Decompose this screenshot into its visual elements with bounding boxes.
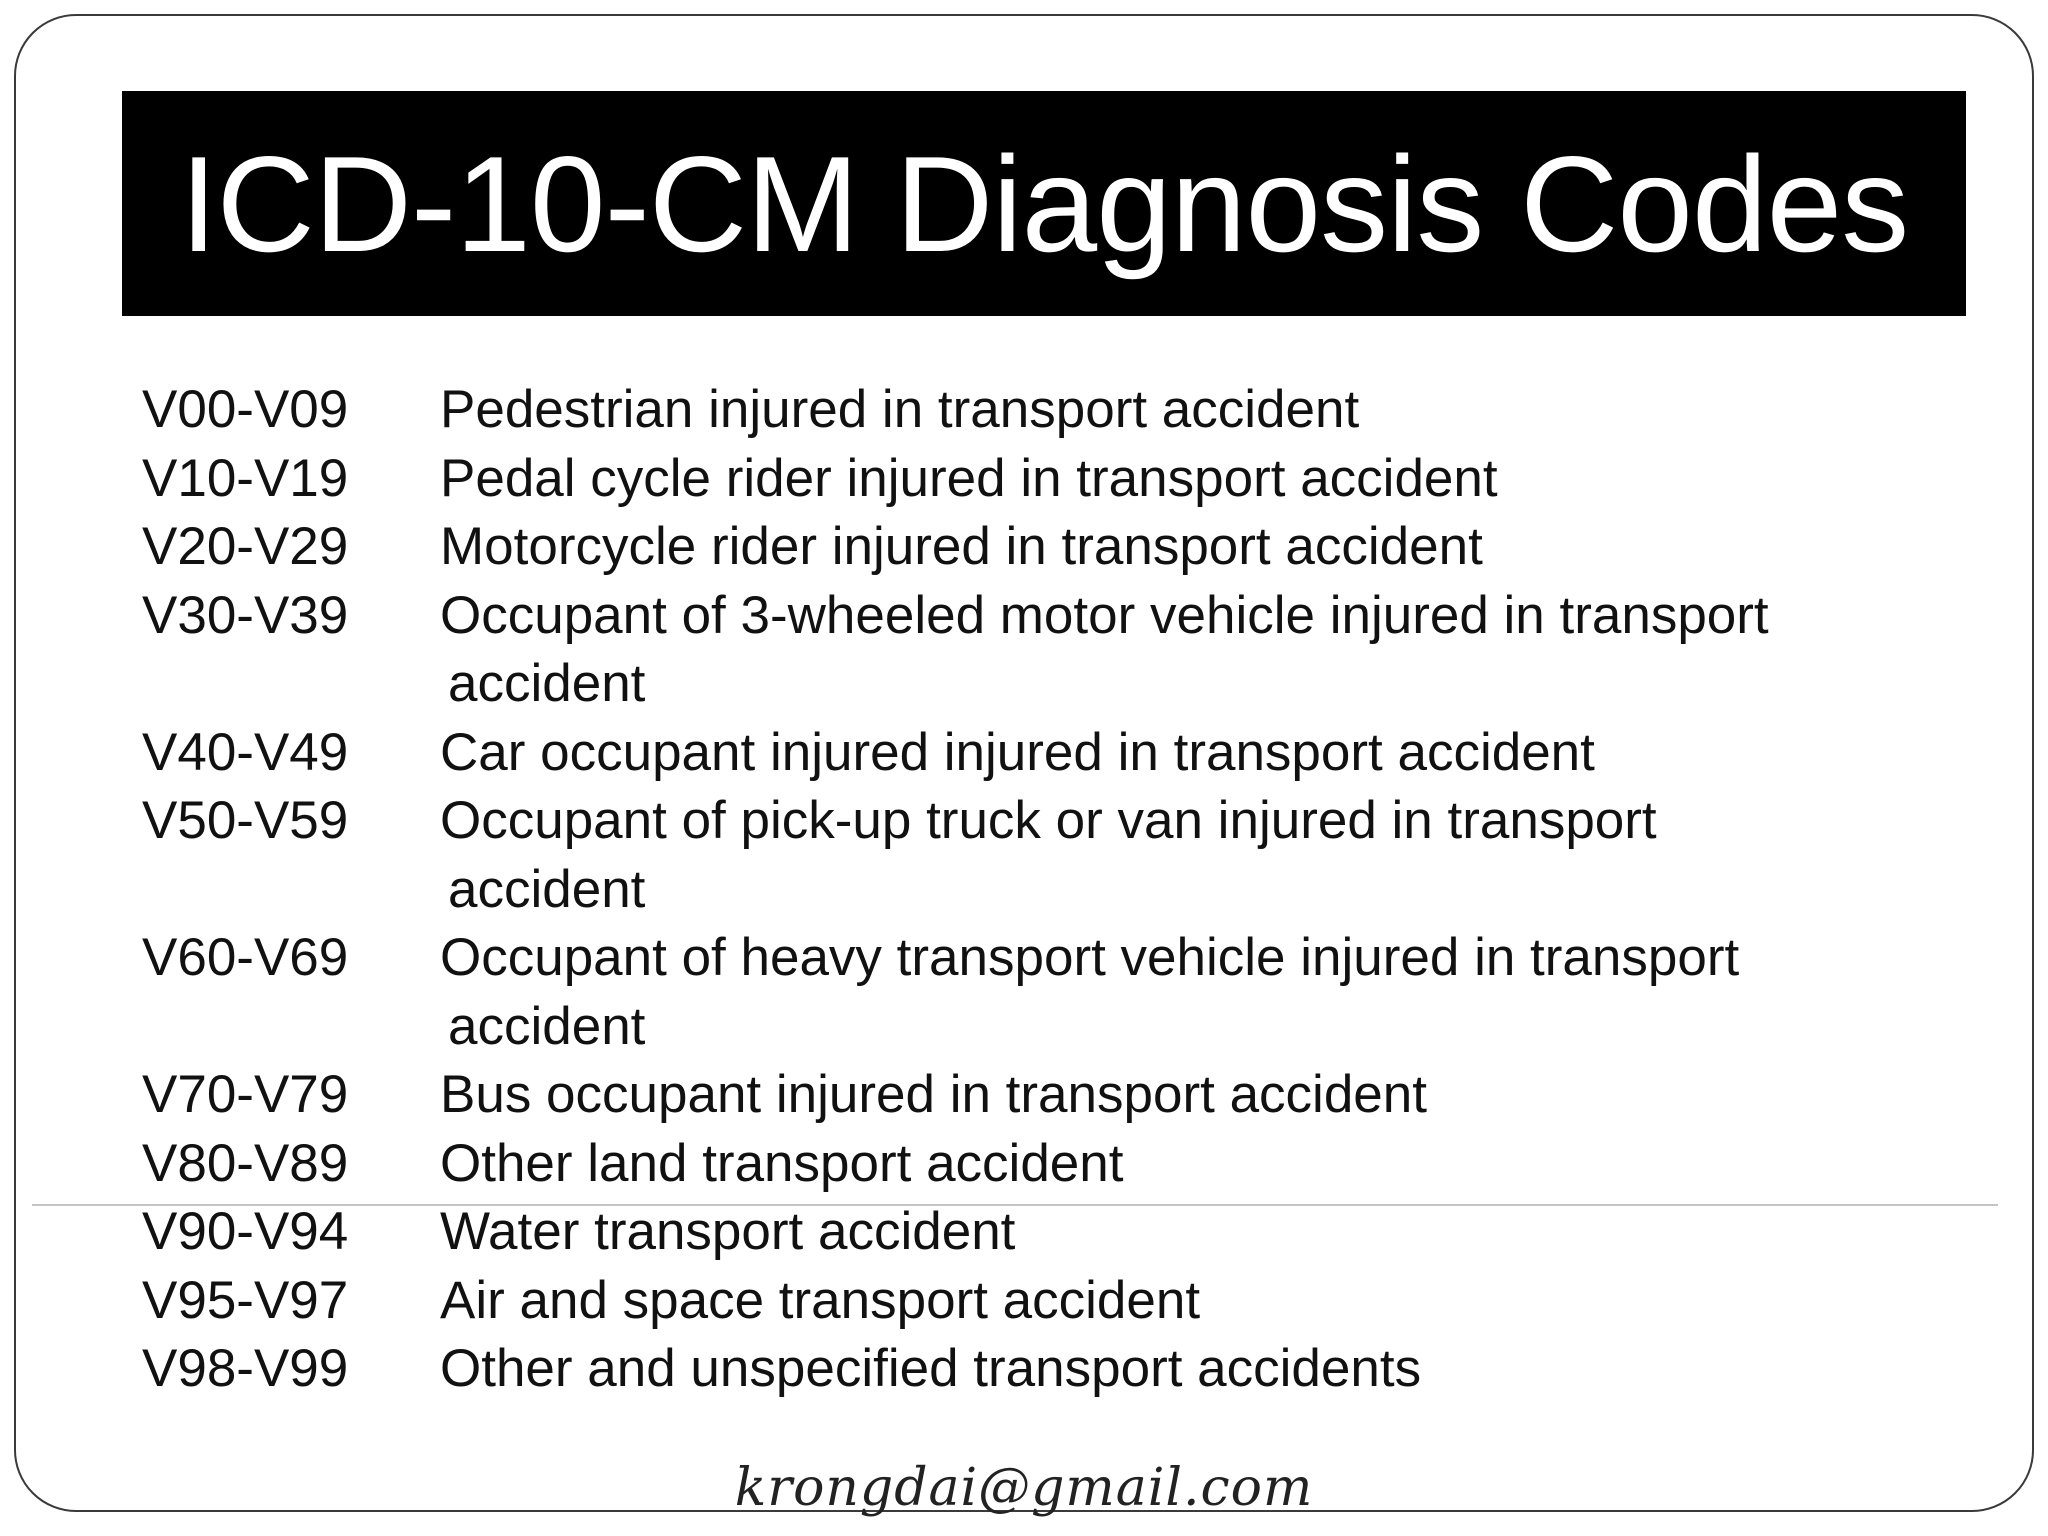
title-banner: [122, 91, 1966, 316]
code-description-line: Occupant of pick-up truck or van injured in transport: [440, 791, 1657, 850]
code-description: [440, 719, 2000, 788]
code-row: [142, 1335, 1942, 1404]
code-row: [142, 1130, 1942, 1199]
code-row: [142, 376, 1942, 445]
code-description-line: Car occupant injured injured in transport accident: [440, 722, 1595, 782]
code-list: [142, 376, 1942, 1404]
page-title: ICD-10-CM Diagnosis Codes: [179, 127, 1909, 280]
code-row: [142, 1061, 1942, 1130]
code-description-line: Pedal cycle rider injured in transport accident: [440, 448, 1498, 508]
code-description-line: Occupant of 3-wheeled motor vehicle injured in transport: [440, 585, 1769, 645]
code-description-line: Water transport accident: [440, 1202, 1016, 1261]
code-range: V90-V94: [142, 1202, 349, 1261]
code-range: V95-V97: [142, 1270, 349, 1330]
code-range: V20-V29: [142, 517, 349, 576]
code-range: V40-V49: [142, 722, 349, 782]
code-range: V98-V99: [142, 1339, 349, 1398]
code-description: [440, 445, 2000, 514]
code-description-line: Air and space transport accident: [440, 1270, 1201, 1330]
code-row: [142, 924, 1942, 1061]
code-description-continuation: accident: [448, 859, 646, 919]
code-range: V00-V09: [142, 380, 349, 439]
code-description: [440, 1130, 2000, 1199]
code-description-line: Occupant of heavy transport vehicle injured in transport: [440, 928, 1740, 987]
code-range: V80-V89: [142, 1133, 349, 1193]
divider-line: [32, 1204, 1998, 1206]
code-description: [440, 1198, 2000, 1267]
code-range: V30-V39: [142, 585, 349, 645]
code-description: [440, 513, 2000, 582]
code-row: [142, 1198, 1942, 1267]
code-description: [440, 1061, 2000, 1130]
code-range: V60-V69: [142, 928, 349, 987]
slide-frame: [14, 14, 2034, 1512]
code-description: [440, 924, 2000, 1061]
code-description-line: Motorcycle rider injured in transport accident: [440, 517, 1483, 576]
footer-email: krongdai@gmail.com: [734, 1458, 1314, 1518]
code-description-line: Pedestrian injured in transport accident: [440, 380, 1360, 439]
code-description-line: Other land transport accident: [440, 1133, 1124, 1193]
code-row: [142, 719, 1942, 788]
code-row: [142, 1267, 1942, 1336]
code-description: [440, 582, 2000, 719]
code-row: [142, 582, 1942, 719]
code-description: [440, 1335, 2000, 1404]
code-row: [142, 787, 1942, 924]
code-description-line: Bus occupant injured in transport accident: [440, 1065, 1427, 1124]
code-range: V50-V59: [142, 791, 349, 850]
code-description-continuation: accident: [448, 996, 646, 1056]
code-description: [440, 787, 2000, 924]
code-range: V70-V79: [142, 1065, 349, 1124]
code-range: V10-V19: [142, 448, 349, 508]
code-description-line: Other and unspecified transport accidents: [440, 1339, 1422, 1398]
code-description: [440, 1267, 2000, 1336]
code-row: [142, 445, 1942, 514]
code-row: [142, 513, 1942, 582]
code-description: [440, 376, 2000, 445]
code-description-continuation: accident: [448, 654, 646, 713]
